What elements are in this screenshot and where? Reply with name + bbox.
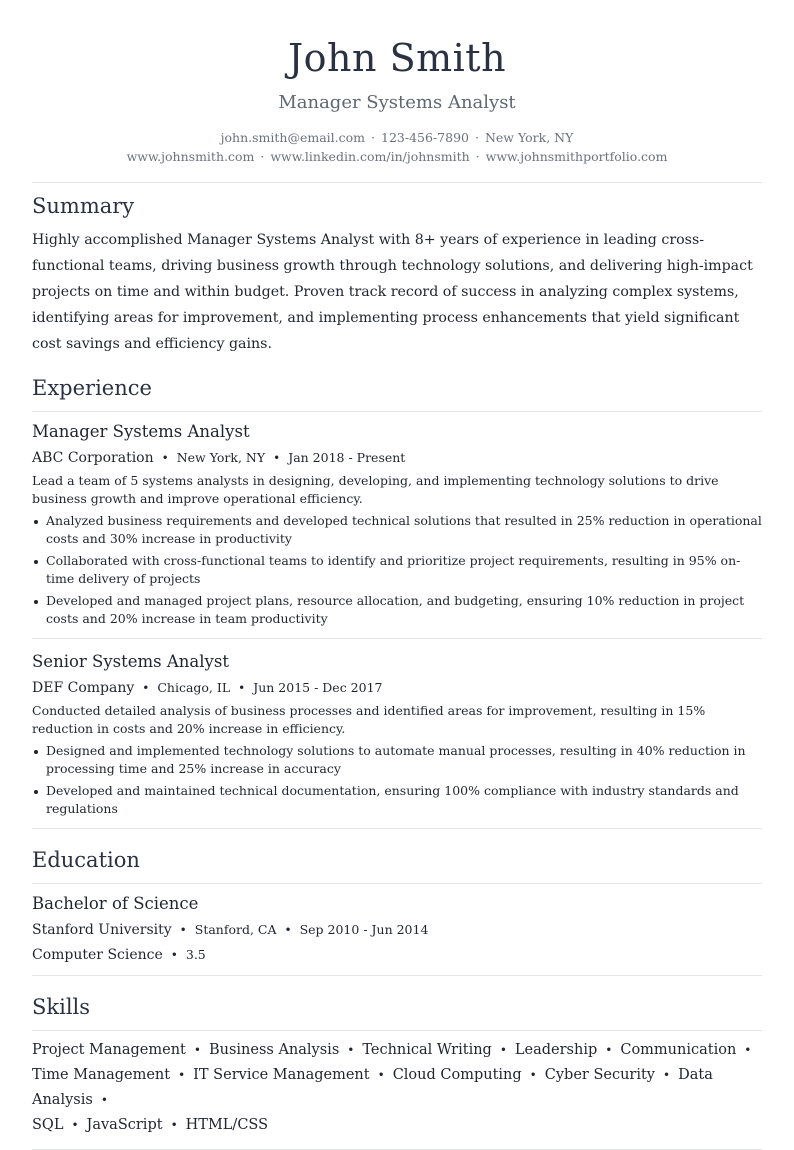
summary-heading: Summary bbox=[32, 194, 135, 218]
skill-item: Business Analysis bbox=[208, 1042, 340, 1058]
experience-entry bbox=[32, 652, 762, 818]
school-location: Stanford, CA bbox=[194, 922, 277, 937]
skill-item: Data Analysis bbox=[32, 1067, 713, 1108]
bullet-dot-icon: • bbox=[377, 1068, 385, 1082]
bullet-dot-icon: • bbox=[273, 451, 281, 465]
divider bbox=[32, 411, 762, 412]
education-dates: Sep 2010 - Jun 2014 bbox=[299, 922, 429, 937]
list-item: Collaborated with cross-functional teams to identify and prioritize project requirements, resulting in 95% on-time delivery of projects bbox=[32, 552, 762, 588]
divider bbox=[32, 1030, 762, 1031]
skills-heading: Skills bbox=[32, 995, 91, 1019]
gpa-value: 3.5 bbox=[185, 947, 206, 962]
skill-item: Cloud Computing bbox=[392, 1067, 522, 1083]
job-achievements bbox=[32, 512, 762, 628]
job-meta bbox=[32, 678, 762, 698]
skills-list bbox=[32, 1038, 762, 1138]
divider bbox=[32, 182, 762, 183]
contact-line-2 bbox=[32, 147, 762, 166]
job-meta bbox=[32, 448, 762, 468]
experience-heading: Experience bbox=[32, 376, 152, 400]
divider bbox=[32, 828, 762, 829]
job-description: Conducted detailed analysis of business processes and identified areas for improvement, resulting in 15% reduction in costs and 20% increase in efficiency. bbox=[32, 703, 706, 736]
bullet-dot-icon: • bbox=[744, 1043, 752, 1057]
contact-line-1 bbox=[32, 128, 762, 147]
bullet-dot-icon: • bbox=[170, 948, 178, 962]
list-item: Developed and managed project plans, resource allocation, and budgeting, ensuring 10% reduction in project costs and 20% increase in team productivity bbox=[32, 592, 762, 628]
education-heading: Education bbox=[32, 848, 140, 872]
candidate-headline: Manager Systems Analyst bbox=[278, 92, 516, 113]
bullet-dot-icon: • bbox=[529, 1068, 537, 1082]
phone-text: 123-456-7890 bbox=[381, 130, 469, 145]
skill-item: IT Service Management bbox=[193, 1067, 370, 1083]
bullet-dot-icon: • bbox=[193, 1043, 201, 1057]
job-location: Chicago, IL bbox=[157, 680, 231, 695]
website-link[interactable]: www.johnsmith.com bbox=[126, 149, 255, 164]
skill-item: Time Management bbox=[32, 1067, 171, 1083]
bullet-dot-icon: • bbox=[179, 923, 187, 937]
skill-item: HTML/CSS bbox=[185, 1117, 269, 1133]
separator: · bbox=[371, 130, 375, 145]
school-name: Stanford University bbox=[32, 922, 172, 938]
skill-item: JavaScript bbox=[86, 1117, 163, 1133]
job-location: New York, NY bbox=[176, 450, 266, 465]
job-title: Senior Systems Analyst bbox=[32, 652, 229, 671]
candidate-name: John Smith bbox=[287, 36, 507, 80]
list-item: Designed and implemented technology solutions to automate manual processes, resulting in 40% reduction in processing time and 25% increase in accuracy bbox=[32, 742, 762, 778]
field-of-study: Computer Science bbox=[32, 947, 163, 963]
job-dates: Jun 2015 - Dec 2017 bbox=[253, 680, 383, 695]
separator: · bbox=[260, 149, 265, 164]
list-item: Analyzed business requirements and developed technical solutions that resulted in 25% reduction in operational costs and 30% increase in productivity bbox=[32, 512, 762, 548]
divider bbox=[32, 883, 762, 884]
job-title: Manager Systems Analyst bbox=[32, 422, 250, 441]
bullet-dot-icon: • bbox=[284, 923, 292, 937]
skill-item: Communication bbox=[620, 1042, 737, 1058]
skill-item: SQL bbox=[32, 1117, 64, 1133]
bullet-dot-icon: • bbox=[170, 1118, 178, 1132]
job-description: Lead a team of 5 systems analysts in designing, developing, and implementing technology solutions to drive business growth and improve operational efficiency. bbox=[32, 473, 719, 506]
experience-entry bbox=[32, 422, 762, 628]
degree-title: Bachelor of Science bbox=[32, 894, 199, 913]
portfolio-link[interactable]: www.johnsmithportfolio.com bbox=[485, 149, 668, 164]
bullet-dot-icon: • bbox=[142, 681, 150, 695]
bullet-dot-icon: • bbox=[178, 1068, 186, 1082]
summary-text: Highly accomplished Manager Systems Analyst with 8+ years of experience in leading cross-functional teams, driving business growth through technology solutions, and delivering high-impact projects on time and within budget. Proven track record of success in analyzing complex systems, identifying areas for improvement, and implementing process enhancements that yield significant cost savings and efficiency gains. bbox=[32, 232, 753, 352]
separator: · bbox=[474, 130, 479, 145]
separator: · bbox=[475, 149, 480, 164]
location-text: New York, NY bbox=[484, 130, 574, 145]
skill-item: Leadership bbox=[514, 1042, 598, 1058]
skill-item: Technical Writing bbox=[362, 1042, 492, 1058]
bullet-dot-icon: • bbox=[499, 1043, 507, 1057]
company-name: ABC Corporation bbox=[32, 450, 154, 466]
skill-item: Project Management bbox=[32, 1042, 186, 1058]
bullet-dot-icon: • bbox=[663, 1068, 671, 1082]
company-name: DEF Company bbox=[32, 680, 135, 696]
job-achievements bbox=[32, 742, 762, 818]
bullet-dot-icon: • bbox=[71, 1118, 79, 1132]
list-item: Developed and maintained technical documentation, ensuring 100% compliance with industry standards and regulations bbox=[32, 782, 762, 818]
bullet-dot-icon: • bbox=[605, 1043, 613, 1057]
bullet-dot-icon: • bbox=[347, 1043, 355, 1057]
job-dates: Jan 2018 - Present bbox=[288, 450, 406, 465]
divider bbox=[32, 638, 762, 639]
education-meta bbox=[32, 920, 762, 940]
bullet-dot-icon: • bbox=[161, 451, 169, 465]
divider bbox=[32, 975, 762, 976]
bullet-dot-icon: • bbox=[238, 681, 246, 695]
linkedin-link[interactable]: www.linkedin.com/in/johnsmith bbox=[270, 149, 470, 164]
education-field-meta bbox=[32, 945, 762, 965]
email-link[interactable]: john.smith@email.com bbox=[220, 130, 366, 145]
skill-item: Cyber Security bbox=[544, 1067, 656, 1083]
bullet-dot-icon: • bbox=[100, 1093, 108, 1107]
